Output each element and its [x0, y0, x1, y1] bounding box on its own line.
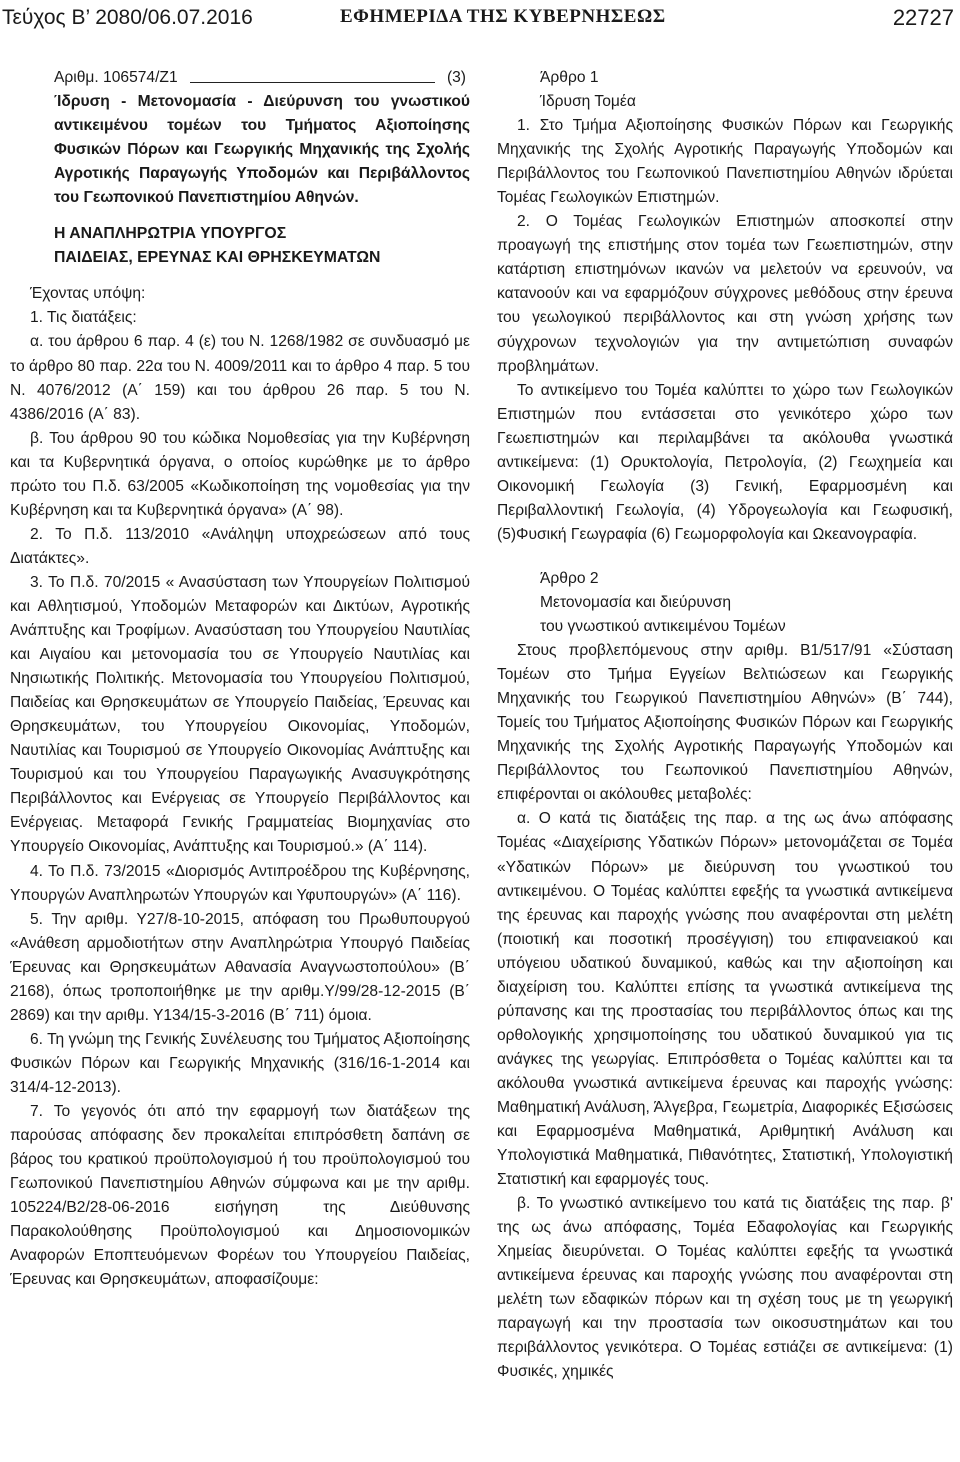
article-2-title-line-2: του γνωστικού αντικειμένου Τομέων	[540, 618, 786, 636]
clause-5: 5. Την αριθμ. Υ27/8-10-2015, απόφαση του Πρωθυπουργού «Ανάθεση αρμοδιοτήτων στην Αναπληρώτρια Υπουργό Παιδείας Έρευνας και Θρησκευμάτων Αθανασία Αναγνωστοπούλου» (Β΄ 2168), όπως τροποποιήθηκε με την αριθμ.Υ/99/28-12-2015 (Β΄ 2869) και την αριθμ. Υ134/15-3-2016 (Β΄ 711) όμοια.	[10, 910, 470, 1024]
clause-1: 1. Τις διατάξεις:	[30, 309, 137, 327]
article-1-paragraph-3: Το αντικείμενο του Τομέα καλύπτει το χώρο των Γεωλογικών Επιστημών που εντάσσεται στο γενικότερο χώρο των Γεωεπιστημών και περιλαμβάνει τα ακόλουθα γνωστικά αντικείμενα: (1) Ορυκτολογία, Πετρολογία, (2) Γεωχημεία και Οικονομική Γεωλογία (3) Γενική, Εφαρμοσμένη και Περιβαλλοντική Γεωλογία, (4) Υδρογεωλογία και Γεωφυσική, (5)Φυσική Γεωγραφία (6) Γεωμορφολογία και Ωκεανογραφία.	[497, 381, 953, 543]
clause-2: 2. Το Π.δ. 113/2010 «Ανάληψη υποχρεώσεων από τους Διατάκτες».	[10, 525, 470, 567]
left-column	[10, 66, 470, 1456]
decree-index: (3)	[446, 69, 466, 86]
decree-number-line	[10, 66, 470, 90]
article-1-paragraph-1: 1. Στο Τμήμα Αξιοποίησης Φυσικών Πόρων και Γεωργικής Μηχανικής της Σχολής Αγροτικής Παραγωγής Υποδομών και Περιβάλλοντος του Γεωπονικού Πανεπιστημίου Αθηνών ιδρύεται Τομέας Γεωλογικών Επιστημών.	[497, 117, 953, 207]
right-column	[497, 66, 953, 1456]
page-header	[0, 0, 960, 44]
issue-number: Τεύχος Β’ 2080/06.07.2016	[2, 6, 253, 29]
considering-label: Έχοντας υπόψη:	[30, 285, 146, 303]
clause-1a: α. του άρθρου 6 παρ. 4 (ε) του Ν. 1268/1982 σε συνδυασμό με το άρθρο 80 παρ. 22α του Ν. 4009/2011 και το άρθρο 4 παρ. 5 του Ν. 4076/2012 (Α΄ 159) και του άρθρου 26 παρ. 5 του Ν. 4386/2016 (Α΄ 83).	[10, 333, 470, 423]
article-2-heading: Άρθρο 2	[540, 569, 599, 587]
article-2-title-line-1: Μετονομασία και διεύρυνση	[540, 593, 731, 611]
article-1-title: Ίδρυση Τομέα	[540, 93, 636, 111]
decree-title: Ίδρυση - Μετονομασία - Διεύρυνση του γνωστικού αντικειμένου τομέων του Τμήματος Αξιοποίησης Φυσικών Πόρων και Γεωργικής Μηχανικής της Σχολής Αγροτικής Παραγωγής Υποδομών και Περιβάλλοντος του Γεωπονικού Πανεπιστημίου Αθηνών.	[54, 93, 470, 207]
article-2-paragraph-b: β. Το γνωστικό αντικείμενο του κατά τις διατάξεις της παρ. β' της ως άνω απόφασης, Τομέα Εδαφολογίας και Γεωργικής Χημείας διευρύνεται. Ο Τομέας καλύπτει εφεξής τα γνωστικά αντικείμενα έρευνας και παροχής γνώσης που αναφέρονται στη μελέτη των εδαφικών πόρων και τη σχέση τους με τη γεωργική παραγωγή και την προστασία των οικοσυστημάτων και του περιβάλλοντος γενικότερα. Ο Τομέας εστιάζει σε αντικείμενα: (1) Φυσικές, χημικές	[497, 1195, 953, 1381]
article-1-paragraph-2: 2. Ο Τομέας Γεωλογικών Επιστημών αποσκοπεί στην προαγωγή της επιστήμης στον τομέα των Γεωεπιστημών, στην κατάρτιση επιστημόνων ικανών να μελετούν να ερευνούν, να κατανοούν και να εφαρμόζουν σύγχρονες μεθόδους στην έρευνα του γεωλογικού περιβάλλοντος και στη γνώση χρήσης των σύγχρονων τεχνολογιών για την αντιμετώπιση συναφών προβλημάτων.	[497, 213, 953, 375]
clause-3: 3. Το Π.δ. 70/2015 « Ανασύσταση των Υπουργείων Πολιτισμού και Αθλητισμού, Υποδομών Μεταφορών και Δικτύων, Αγροτικής Ανάπτυξης και Τροφίμων. Ανασύσταση του Υπουργείου Ναυτιλίας και Αιγαίου και μετονομασία του σε Υπουργείο Ναυτιλίας και Νησιωτικής Πολιτικής. Μετονομασία του Υπουργείου Πολιτισμού, Παιδείας και Θρησκευμάτων σε Υπουργείο Παιδείας, Έρευνας και Θρησκευμάτων, του Υπουργείου Οικονομίας, Υποδομών, Ναυτιλίας και Τουρισμού σε Υπουργείο Οικονομίας Ανάπτυξης και Τουρισμού και του Υπουργείου Παραγωγικής Ανασυγκρότησης Περιβάλλοντος και Ενέργειας σε Υπουργείο Περιβάλλοντος και Ενέργειας. Μεταφορά Γενικής Γραμματείας Βιομηχανίας στο Υπουργείο Οικονομίας, Ανάπτυξης και Τουρισμού.» (Α΄ 114).	[10, 573, 470, 856]
ministry-line-2: ΠΑΙΔΕΙΑΣ, ΕΡΕΥΝΑΣ ΚΑΙ ΘΡΗΣΚΕΥΜΑΤΩΝ	[54, 249, 381, 267]
decree-number: Αριθμ. 106574/Ζ1	[54, 69, 178, 86]
article-2-paragraph-a: α. Ο κατά τις διατάξεις της παρ. α της ως άνω απόφασης Τομέας «Διαχείρισης Υδατικών Πόρων» μετονομάζεται σε Τομέα «Υδατικών Πόρων» με διεύρυνση του γνωστικού του αντικειμένου. Ο Τομέας καλύπτει εφεξής τα γνωστικά αντικείμενα της έρευνας και παροχής γνώσης που αναφέρονται στη μελέτη (ποιοτική και ποσοτική προσέγγιση) του επιφανειακού και υπόγειου υδατικού δυναμικού, καθώς και την αξιοποίηση και διαχείριση του. Καλύπτει επίσης τα γνωστικά αντικείμενα της ρύπανσης και της προστασίας του περιβάλλοντος όπως και της ορθολογικής χρησιμοποίησης του υδατικού δυναμικού για τις ανάγκες της γεωργίας. Επιπρόσθετα ο Τομέας καλύπτει και τα ακόλουθα γνωστικά αντικείμενα έρευνας και παροχής γνώσης: Μαθηματική Ανάλυση, Άλγεβρα, Γεωμετρία, Διαφορικές Εξισώσεις και Εφαρμοσμένα Μαθηματικά, Αριθμητική Ανάλυση και Υπολογιστικά Μαθηματικά, Πιθανότητες, Στατιστική, Υπολογιστική Στατιστική και εφαρμογές τους.	[497, 810, 953, 1189]
ministry-line-1: Η ΑΝΑΠΛΗΡΩΤΡΙΑ ΥΠΟΥΡΓΟΣ	[54, 225, 287, 243]
clause-6: 6. Τη γνώμη της Γενικής Συνέλευσης του Τμήματος Αξιοποίησης Φυσικών Πόρων και Γεωργικής Μηχανικής (316/16-1-2014 και 314/4-12-2013).	[10, 1030, 470, 1096]
article-1-heading: Άρθρο 1	[540, 69, 599, 86]
decree-rule	[190, 66, 435, 83]
clause-7: 7. Το γεγονός ότι από την εφαρμογή των διατάξεων της παρούσας απόφασης δεν προκαλείται επιπρόσθετη δαπάνη σε βάρος του κρατικού προϋπολογισμού ή του προϋπολογισμού του Γεωπονικού Πανεπιστημίου Αθηνών σύμφωνα και με την αριθμ. 105224/Β2/28-06-2016 εισήγηση της Διεύθυνσης Παρακολούθησης Προϋπολογισμού και Δημοσιονομικών Αναφορών Εποπτευόμενων Φορέων του Υπουργείου Παιδείας, Έρευνας και Θρησκευμάτων, αποφασίζουμε:	[10, 1102, 470, 1289]
page-number: 22727	[892, 5, 954, 30]
clause-4: 4. Το Π.δ. 73/2015 «Διορισμός Αντιπροέδρου της Κυβέρνησης, Υπουργών Αναπληρωτών Υπουργών και Υφυπουργών» (Α΄ 116).	[10, 862, 470, 904]
clause-1b: β. Του άρθρου 90 του κώδικα Νομοθεσίας για την Κυβέρνηση και τα Κυβερνητικά όργανα, ο οποίος κυρώθηκε με το άρθρο πρώτο του Π.δ. 63/2005 «Κωδικοποίηση της νομοθεσίας για την Κυβέρνηση και τα Κυβερνητικά όργανα» (Α΄ 98).	[10, 429, 470, 519]
gazette-title: ΕΦΗΜΕΡΙΔΑ ΤΗΣ ΚΥΒΕΡΝΗΣΕΩΣ	[340, 6, 666, 27]
article-2-paragraph-1: Στους προβλεπόμενους στην αριθμ. Β1/517/91 «Σύσταση Τομέων στο Τμήμα Εγγείων Βελτιώσεων και Γεωργικής Μηχανικής του Γεωργικού Πανεπιστημίου Αθηνών» (Β΄ 744), Τομείς του Τμήματος Αξιοποίησης Φυσικών Πόρων και Γεωργικής Μηχανικής της Σχολής Αγροτικής Παραγωγής Υποδομών και Περιβάλλοντος του Γεωπονικού Πανεπιστημίου Αθηνών, επιφέρονται οι ακόλουθες μεταβολές:	[497, 642, 953, 804]
